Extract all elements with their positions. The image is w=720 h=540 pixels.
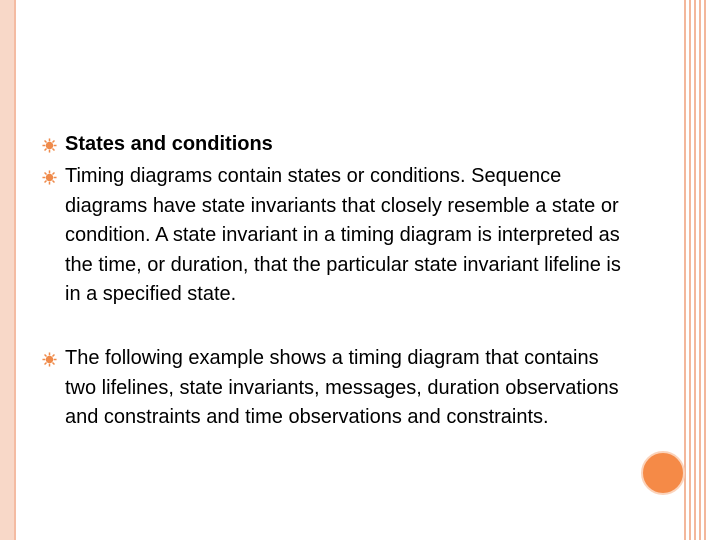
bullet-text-heading: States and conditions: [65, 133, 273, 155]
orange-sun-bullet-icon: [42, 352, 57, 367]
orange-sun-bullet-icon: [42, 138, 57, 153]
orange-sun-bullet-icon: [42, 170, 57, 185]
bullet-text: The following example shows a timing diagram that contains two lifelines, state invariants, messages, duration observations and constraints and time observations and constraints.: [65, 347, 619, 428]
bullet-text: Timing diagrams contain states or conditions. Sequence diagrams have state invariants that closely resemble a state or condition. A state invariant in a timing diagram is interpreted as the time, or duration, that the particular state invariant lifeline is in a specified state.: [65, 165, 621, 305]
